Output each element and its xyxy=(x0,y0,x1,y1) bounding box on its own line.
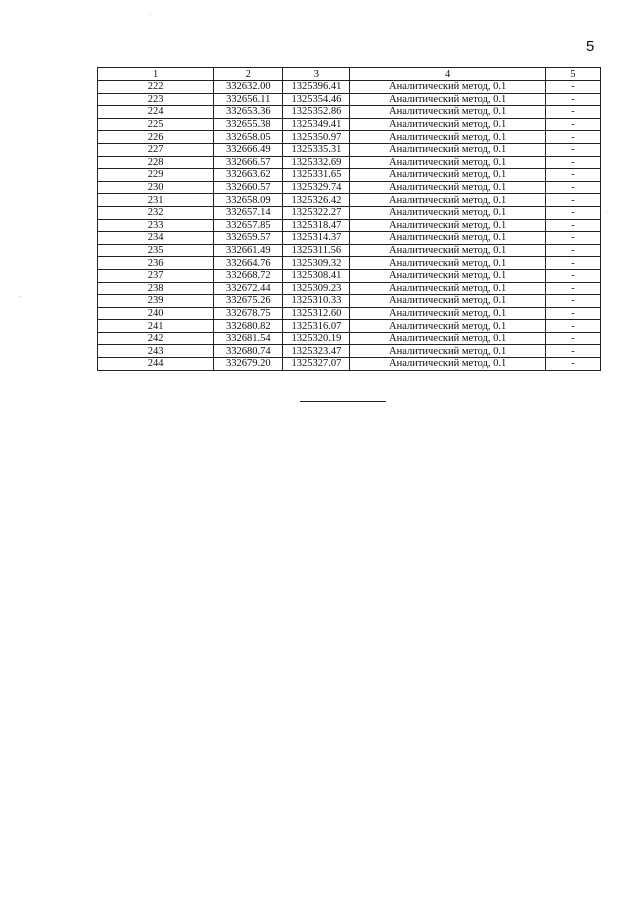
note-cell: - xyxy=(545,194,600,207)
scan-speck xyxy=(150,14,151,15)
y-coordinate-cell: 1325318.47 xyxy=(283,219,350,232)
note-cell: - xyxy=(545,206,600,219)
y-coordinate-cell: 1325329.74 xyxy=(283,181,350,194)
point-number-cell: 231 xyxy=(98,194,214,207)
scan-speck xyxy=(20,296,21,297)
note-cell: - xyxy=(545,232,600,245)
method-cell: Аналитический метод, 0.1 xyxy=(350,93,545,106)
note-cell: - xyxy=(545,156,600,169)
x-coordinate-cell: 332632.00 xyxy=(214,81,283,94)
point-number-cell: 233 xyxy=(98,219,214,232)
point-number-cell: 225 xyxy=(98,118,214,131)
x-coordinate-cell: 332664.76 xyxy=(214,257,283,270)
note-cell: - xyxy=(545,106,600,119)
method-cell: Аналитический метод, 0.1 xyxy=(350,244,545,257)
x-coordinate-cell: 332661.49 xyxy=(214,244,283,257)
column-header: 5 xyxy=(545,68,600,81)
point-number-cell: 240 xyxy=(98,307,214,320)
note-cell: - xyxy=(545,307,600,320)
x-coordinate-cell: 332657.85 xyxy=(214,219,283,232)
point-number-cell: 243 xyxy=(98,345,214,358)
point-number-cell: 235 xyxy=(98,244,214,257)
note-cell: - xyxy=(545,93,600,106)
y-coordinate-cell: 1325309.23 xyxy=(283,282,350,295)
point-number-cell: 244 xyxy=(98,358,214,371)
table-body xyxy=(98,81,601,371)
x-coordinate-cell: 332663.62 xyxy=(214,169,283,182)
page-number: 5 xyxy=(586,38,595,55)
note-cell: - xyxy=(545,257,600,270)
table-row xyxy=(98,295,601,308)
method-cell: Аналитический метод, 0.1 xyxy=(350,232,545,245)
y-coordinate-cell: 1325331.65 xyxy=(283,169,350,182)
table-row xyxy=(98,269,601,282)
x-coordinate-cell: 332672.44 xyxy=(214,282,283,295)
method-cell: Аналитический метод, 0.1 xyxy=(350,206,545,219)
note-cell: - xyxy=(545,81,600,94)
table-header-row xyxy=(98,68,601,81)
method-cell: Аналитический метод, 0.1 xyxy=(350,282,545,295)
point-number-cell: 242 xyxy=(98,332,214,345)
column-header: 1 xyxy=(98,68,214,81)
x-coordinate-cell: 332681.54 xyxy=(214,332,283,345)
y-coordinate-cell: 1325310.33 xyxy=(283,295,350,308)
table-row xyxy=(98,81,601,94)
end-divider-line xyxy=(300,401,386,402)
y-coordinate-cell: 1325335.31 xyxy=(283,143,350,156)
table-row xyxy=(98,181,601,194)
note-cell: - xyxy=(545,118,600,131)
table-row xyxy=(98,131,601,144)
x-coordinate-cell: 332659.57 xyxy=(214,232,283,245)
y-coordinate-cell: 1325309.32 xyxy=(283,257,350,270)
y-coordinate-cell: 1325311.56 xyxy=(283,244,350,257)
point-number-cell: 227 xyxy=(98,143,214,156)
coordinates-table xyxy=(97,67,601,371)
note-cell: - xyxy=(545,345,600,358)
method-cell: Аналитический метод, 0.1 xyxy=(350,106,545,119)
method-cell: Аналитический метод, 0.1 xyxy=(350,131,545,144)
table-row xyxy=(98,93,601,106)
point-number-cell: 238 xyxy=(98,282,214,295)
method-cell: Аналитический метод, 0.1 xyxy=(350,219,545,232)
y-coordinate-cell: 1325323.47 xyxy=(283,345,350,358)
x-coordinate-cell: 332679.20 xyxy=(214,358,283,371)
note-cell: - xyxy=(545,143,600,156)
x-coordinate-cell: 332655.38 xyxy=(214,118,283,131)
x-coordinate-cell: 332680.82 xyxy=(214,320,283,333)
column-header: 2 xyxy=(214,68,283,81)
x-coordinate-cell: 332653.36 xyxy=(214,106,283,119)
x-coordinate-cell: 332666.49 xyxy=(214,143,283,156)
method-cell: Аналитический метод, 0.1 xyxy=(350,169,545,182)
point-number-cell: 224 xyxy=(98,106,214,119)
note-cell: - xyxy=(545,181,600,194)
x-coordinate-cell: 332656.11 xyxy=(214,93,283,106)
method-cell: Аналитический метод, 0.1 xyxy=(350,320,545,333)
x-coordinate-cell: 332680.74 xyxy=(214,345,283,358)
table-row xyxy=(98,358,601,371)
x-coordinate-cell: 332668.72 xyxy=(214,269,283,282)
note-cell: - xyxy=(545,295,600,308)
point-number-cell: 241 xyxy=(98,320,214,333)
point-number-cell: 228 xyxy=(98,156,214,169)
x-coordinate-cell: 332657.14 xyxy=(214,206,283,219)
table-row xyxy=(98,106,601,119)
point-number-cell: 237 xyxy=(98,269,214,282)
method-cell: Аналитический метод, 0.1 xyxy=(350,295,545,308)
y-coordinate-cell: 1325352.86 xyxy=(283,106,350,119)
table-row xyxy=(98,219,601,232)
point-number-cell: 229 xyxy=(98,169,214,182)
method-cell: Аналитический метод, 0.1 xyxy=(350,269,545,282)
scan-speck xyxy=(606,211,607,212)
y-coordinate-cell: 1325326.42 xyxy=(283,194,350,207)
note-cell: - xyxy=(545,131,600,144)
method-cell: Аналитический метод, 0.1 xyxy=(350,358,545,371)
method-cell: Аналитический метод, 0.1 xyxy=(350,143,545,156)
y-coordinate-cell: 1325322.27 xyxy=(283,206,350,219)
x-coordinate-cell: 332678.75 xyxy=(214,307,283,320)
y-coordinate-cell: 1325316.07 xyxy=(283,320,350,333)
x-coordinate-cell: 332660.57 xyxy=(214,181,283,194)
method-cell: Аналитический метод, 0.1 xyxy=(350,194,545,207)
table-row xyxy=(98,244,601,257)
y-coordinate-cell: 1325312.60 xyxy=(283,307,350,320)
table-row xyxy=(98,169,601,182)
note-cell: - xyxy=(545,332,600,345)
method-cell: Аналитический метод, 0.1 xyxy=(350,118,545,131)
point-number-cell: 239 xyxy=(98,295,214,308)
method-cell: Аналитический метод, 0.1 xyxy=(350,156,545,169)
y-coordinate-cell: 1325320.19 xyxy=(283,332,350,345)
table-row xyxy=(98,143,601,156)
table-row xyxy=(98,345,601,358)
y-coordinate-cell: 1325314.37 xyxy=(283,232,350,245)
y-coordinate-cell: 1325354.46 xyxy=(283,93,350,106)
table-row xyxy=(98,320,601,333)
x-coordinate-cell: 332675.26 xyxy=(214,295,283,308)
note-cell: - xyxy=(545,358,600,371)
method-cell: Аналитический метод, 0.1 xyxy=(350,81,545,94)
note-cell: - xyxy=(545,219,600,232)
y-coordinate-cell: 1325327.07 xyxy=(283,358,350,371)
table-row xyxy=(98,118,601,131)
table-row xyxy=(98,206,601,219)
point-number-cell: 234 xyxy=(98,232,214,245)
point-number-cell: 236 xyxy=(98,257,214,270)
note-cell: - xyxy=(545,282,600,295)
method-cell: Аналитический метод, 0.1 xyxy=(350,307,545,320)
y-coordinate-cell: 1325308.41 xyxy=(283,269,350,282)
y-coordinate-cell: 1325396.41 xyxy=(283,81,350,94)
table-row xyxy=(98,282,601,295)
x-coordinate-cell: 332658.05 xyxy=(214,131,283,144)
note-cell: - xyxy=(545,244,600,257)
column-header: 4 xyxy=(350,68,545,81)
table-row xyxy=(98,194,601,207)
method-cell: Аналитический метод, 0.1 xyxy=(350,181,545,194)
note-cell: - xyxy=(545,169,600,182)
point-number-cell: 226 xyxy=(98,131,214,144)
x-coordinate-cell: 332658.09 xyxy=(214,194,283,207)
y-coordinate-cell: 1325349.41 xyxy=(283,118,350,131)
table-row xyxy=(98,156,601,169)
method-cell: Аналитический метод, 0.1 xyxy=(350,332,545,345)
y-coordinate-cell: 1325350.97 xyxy=(283,131,350,144)
method-cell: Аналитический метод, 0.1 xyxy=(350,345,545,358)
x-coordinate-cell: 332666.57 xyxy=(214,156,283,169)
method-cell: Аналитический метод, 0.1 xyxy=(350,257,545,270)
point-number-cell: 223 xyxy=(98,93,214,106)
table-row xyxy=(98,307,601,320)
point-number-cell: 232 xyxy=(98,206,214,219)
point-number-cell: 230 xyxy=(98,181,214,194)
column-header: 3 xyxy=(283,68,350,81)
table-row xyxy=(98,257,601,270)
note-cell: - xyxy=(545,269,600,282)
table-row xyxy=(98,232,601,245)
note-cell: - xyxy=(545,320,600,333)
point-number-cell: 222 xyxy=(98,81,214,94)
table-row xyxy=(98,332,601,345)
y-coordinate-cell: 1325332.69 xyxy=(283,156,350,169)
